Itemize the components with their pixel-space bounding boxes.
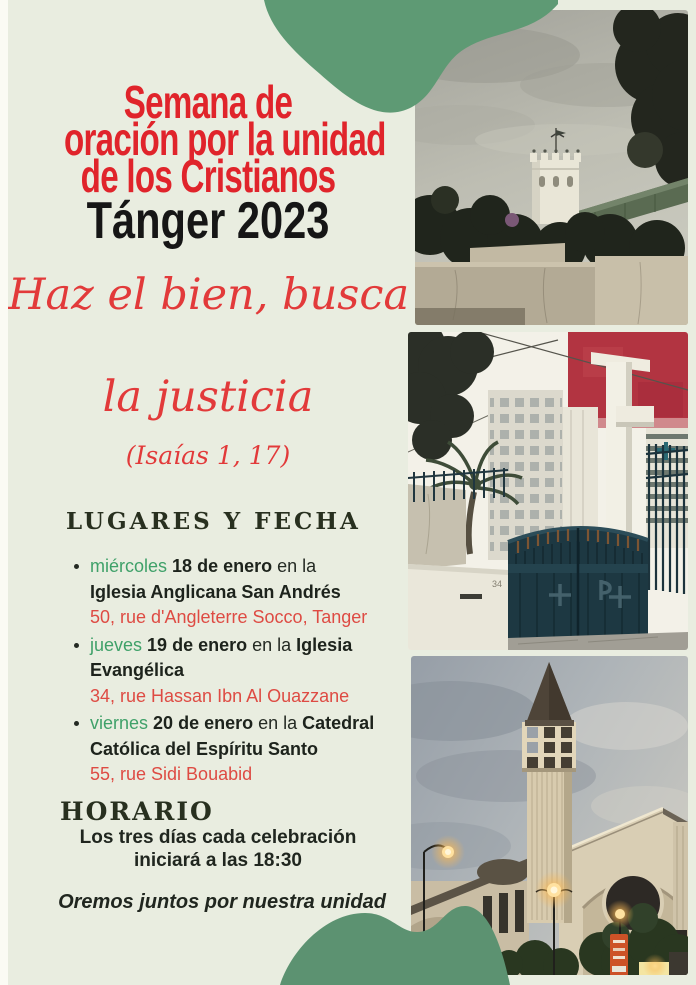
event-date: 20 de enero — [153, 713, 254, 733]
event-item — [74, 554, 404, 631]
schedule-text — [8, 826, 428, 872]
bullet-dot — [74, 643, 79, 648]
title-block — [8, 76, 408, 250]
title-line-2: oración por la unidad — [64, 113, 386, 165]
event-text — [90, 633, 404, 710]
event-day: miércoles — [90, 556, 168, 576]
page-left-margin — [0, 0, 8, 985]
event-text — [90, 711, 404, 788]
subtitle-year: Tánger 2023 — [86, 192, 330, 250]
schedule-line-2: iniciará a las 18:30 — [134, 850, 302, 871]
event-connector: en la — [258, 713, 298, 733]
event-day: viernes — [90, 713, 149, 733]
event-connector: en la — [252, 634, 292, 655]
event-address: 55, rue Sidi Bouabid — [90, 764, 253, 784]
title-line-3: de los Cristianos — [80, 150, 336, 202]
event-address: 50, rue d'Angleterre Socco, Tanger — [90, 607, 368, 627]
event-place: Catedral Católica del Espíritu Santo — [90, 713, 375, 759]
event-date: 18 de enero — [172, 556, 273, 576]
events-list — [74, 554, 404, 790]
wall-number: 34 — [492, 579, 503, 589]
event-text — [90, 554, 367, 631]
quote-line-1: Haz el bien, busca — [8, 270, 410, 320]
event-connector: en la — [277, 556, 317, 576]
quote-line-2: la justicia — [102, 372, 314, 422]
event-address: 34, rue Hassan Ibn Al Ouazzane — [90, 685, 350, 706]
event-place: Iglesia Evangélica — [90, 634, 353, 680]
bullet-dot — [74, 721, 79, 726]
event-date: 19 de enero — [147, 634, 248, 655]
closing-message: Oremos juntos por nuestra unidad — [58, 891, 386, 913]
bullet-dot — [74, 564, 79, 569]
event-day: jueves — [90, 634, 143, 655]
event-item — [74, 711, 404, 788]
places-heading: LUGARES Y FECHA — [66, 508, 361, 535]
event-place: Iglesia Anglicana San Andrés — [90, 581, 341, 602]
schedule-heading: HORARIO — [60, 797, 214, 826]
event-item — [74, 633, 404, 710]
title-line-1: Semana de — [123, 76, 293, 128]
schedule-line-1: Los tres días cada celebración — [79, 827, 357, 848]
quote-reference: (Isaías 1, 17) — [125, 441, 291, 470]
